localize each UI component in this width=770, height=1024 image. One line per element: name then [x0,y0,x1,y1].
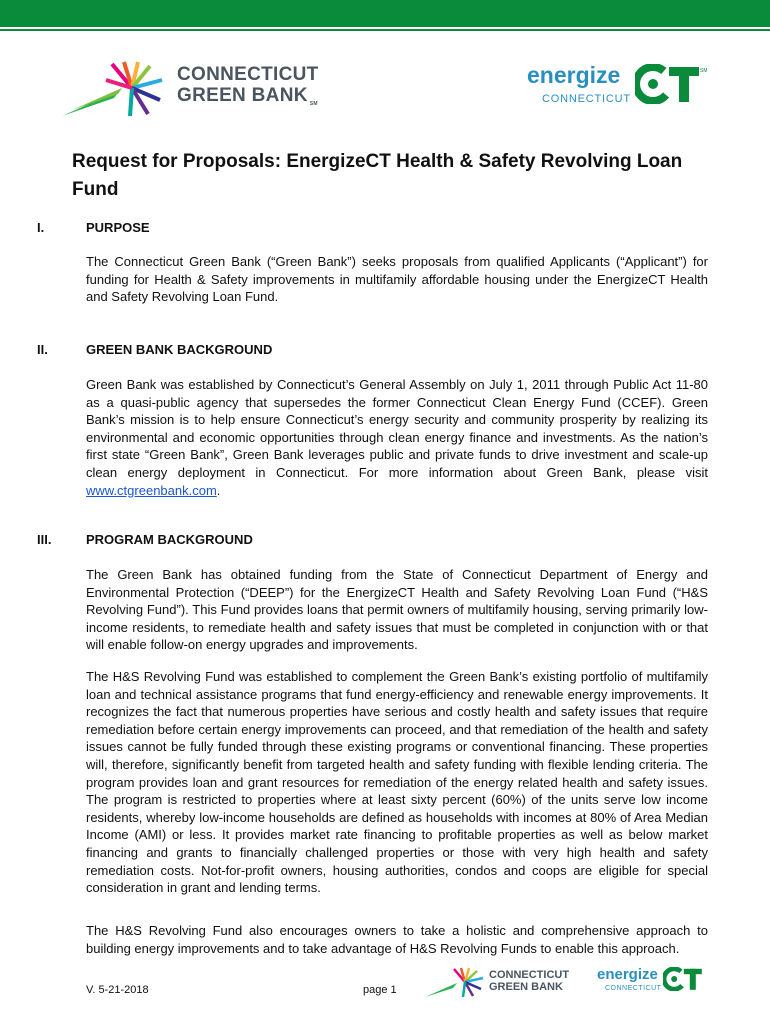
footer-page-number: page 1 [363,984,397,996]
header-green-rule [0,29,770,31]
footer-logo-text-connecticut: CONNECTICUT [489,969,570,981]
energize-connecticut-text: CONNECTICUT [542,93,631,105]
footer-green-bank-logo [425,967,585,999]
footer-energize-wordmark: energize [597,966,658,983]
section-heading-purpose: PURPOSE [86,220,150,235]
footer-energize-connecticut-text: CONNECTICUT [605,985,662,992]
starburst-icon [425,967,487,999]
section-number: III. [37,532,52,547]
section-number: II. [37,342,48,357]
ctgreenbank-link[interactable]: www.ctgreenbank.com [86,482,217,498]
header-green-bar [0,0,770,27]
footer-logo-text-green-bank: GREEN BANK [489,981,563,993]
paragraph-purpose: The Connecticut Green Bank (“Green Bank”) seeks proposals from qualified Applicants (“Applicant”) for funding for Health & Safety improvements in multifamily affordable housing under the EnergizeCT Health and Safety Revolving Loan Fund. [86,254,708,305]
section-heading-green-bank-background: GREEN BANK BACKGROUND [86,342,273,357]
connecticut-green-bank-logo [62,60,322,120]
paragraph-program-background-2: The H&S Revolving Fund was established to complement the Green Bank’s existing portfolio of multifamily loan and technical assistance programs that fund energy-efficiency and renewable energy improvements. It recognizes the fact that numerous properties have serious and costly health and safety issues that require remediation before certain energy improvements can proceed, and that remediation of the health and safety issues cannot be fully funded through these existing programs or conventional financing. These properties will, therefore, significantly benefit from targeted health and safety funding with flexible lending criteria. The program provides loan and grant resources for remediation of the energy related health and safety issues. The program is restricted to properties where at least sixty percent (60%) of the units serve low income residents, whereby low-income households are defined as households with incomes at 80% of Area Median Income (AMI) or less. It provides market rate financing to profitable properties as well as below market financing and grants to financially challenged properties or those with very high health and safety remediation costs. Not-for-profit owners, housing authorities, condos and coops are eligible for special consideration in grant and lending terms. [86,669,708,896]
ct-mark-icon [635,64,707,104]
energize-wordmark: energize [527,62,621,88]
footer-ct-mark-icon [663,967,707,991]
footer-energize-ct-logo [597,966,709,996]
footer-version: V. 5-21-2018 [86,984,149,996]
section-heading-program-background: PROGRAM BACKGROUND [86,532,253,547]
energize-ct-logo [525,62,710,112]
logo-text-green-bank: GREEN BANK SM [177,85,318,107]
paragraph-program-background-3: The H&S Revolving Fund also encourages owners to take a holistic and comprehensive approach to building energy improvements and to take advantage of H&S Revolving Funds to enable this approach. [86,923,708,956]
svg-text:SM: SM [700,68,707,74]
section-number: I. [37,220,45,235]
paragraph-green-bank-background: Green Bank was established by Connecticut’s General Assembly on July 1, 2011 through Public Act 11-80 as a quasi-public agency that supersedes the former Connecticut Clean Energy Fund (CCEF). Green Bank’s mission is to help ensure Connecticut’s energy security and community prosperity by realizing its environmental and economic opportunities through clean energy finance and investments. As the nation’s first state “Green Bank”, Green Bank leverages public and private funds to drive investment and scale-up clean energy deployment in Connecticut. For more information about Green Bank, please visit www.ctgreenbank.com. [86,377,708,498]
paragraph-program-background-1: The Green Bank has obtained funding from the State of Connecticut Department of Energy and Environmental Protection (“DEEP”) for the EnergizeCT Health and Safety Revolving Loan Fund (“H&S Revolving Fund”). This Fund provides loans that permit owners of multifamily housing, serving primarily low-income residents, to remediate health and safety issues that must be completed in conjunction with or that will enable follow-on energy upgrades and improvements. [86,567,708,653]
logo-text-connecticut: CONNECTICUT [177,64,319,85]
starburst-icon [62,60,174,120]
page-title: Request for Proposals: EnergizeCT Health & Safety Revolving Loan Fund [72,151,683,200]
